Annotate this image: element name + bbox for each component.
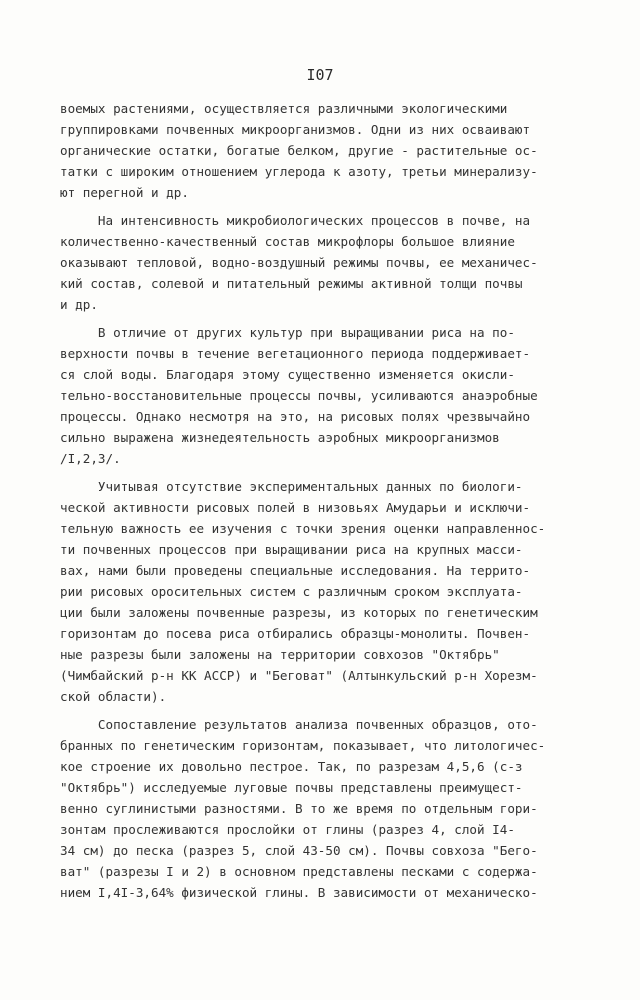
text-line: процессы. Однако несмотря на это, на рисовых полях чрезвычайно <box>60 409 531 424</box>
text-line: 34 см) до песка (разрез 5, слой 43-50 см). Почвы совхоза "Бего- <box>60 843 538 858</box>
paragraph-2 <box>60 210 600 315</box>
text-line: ческой активности рисовых полей в низовьях Амударьи и исключи- <box>60 500 531 515</box>
paragraph-3 <box>60 322 600 469</box>
text-line: рии рисовых оросительных систем с различным сроком эксплуата- <box>60 584 523 599</box>
page-number: I07 <box>306 66 334 84</box>
paragraph-gap <box>60 707 600 714</box>
text-line: ти почвенных процессов при выращивании риса на крупных масси- <box>60 542 523 557</box>
text-line: кое строение их довольно пестрое. Так, по разрезам 4,5,6 (с-з <box>60 759 523 774</box>
text-line: воемых растениями, осуществляется различными экологическими <box>60 101 508 116</box>
text-line: верхности почвы в течение вегетационного периода поддерживает- <box>60 346 531 361</box>
paragraph-gap <box>60 315 600 322</box>
text-line: Сопоставление результатов анализа почвенных образцов, ото- <box>60 717 538 732</box>
text-line: ные разрезы были заложены на территории совхозов "Октябрь" <box>60 647 500 662</box>
text-line: вах, нами были проведены специальные исследования. На террито- <box>60 563 531 578</box>
text-line: ют перегной и др. <box>60 185 189 200</box>
text-line: "Октябрь") исследуемые луговые почвы представлены преимущест- <box>60 780 523 795</box>
text-line: /I,2,3/. <box>60 451 121 466</box>
text-line: нием I,4I-3,64% физической глины. В зависимости от механическо- <box>60 885 538 900</box>
paragraph-4 <box>60 476 600 707</box>
text-line: На интенсивность микробиологических процессов в почве, на <box>60 213 531 228</box>
paragraph-1 <box>60 98 600 203</box>
text-line: горизонтам до посева риса отбирались образцы-монолиты. Почвен- <box>60 626 531 641</box>
text-line: бранных по генетическим горизонтам, показывает, что литологичес- <box>60 738 546 753</box>
text-line: тельную важность ее изучения с точки зрения оценки направленнос- <box>60 521 546 536</box>
text-line: группировками почвенных микроорганизмов. Одни из них осваивают <box>60 122 531 137</box>
text-line: ват" (разрезы I и 2) в основном представлены песками с содержа- <box>60 864 538 879</box>
text-line: количественно-качественный состав микрофлоры большое влияние <box>60 234 515 249</box>
text-line: ся слой воды. Благодаря этому существенно изменяется окисли- <box>60 367 515 382</box>
text-line: сильно выражена жизнедеятельность аэробных микроорганизмов <box>60 430 500 445</box>
text-line: ской области). <box>60 689 167 704</box>
body-text <box>60 98 600 903</box>
paragraph-gap <box>60 203 600 210</box>
text-line: В отличие от других культур при выращивании риса на по- <box>60 325 515 340</box>
text-line: оказывают тепловой, водно-воздушный режимы почвы, ее механичес- <box>60 255 538 270</box>
paragraph-5 <box>60 714 600 903</box>
text-line: и др. <box>60 297 98 312</box>
text-line: органические остатки, богатые белком, другие - растительные ос- <box>60 143 538 158</box>
text-line: кий состав, солевой и питательный режимы активной толщи почвы <box>60 276 523 291</box>
paragraph-gap <box>60 469 600 476</box>
text-line: ции были заложены почвенные разрезы, из которых по генетическим <box>60 605 538 620</box>
text-line: татки с широким отношением углерода к азоту, третьи минерализу- <box>60 164 538 179</box>
text-line: венно суглинистыми разностями. В то же время по отдельным гори- <box>60 801 538 816</box>
text-line: зонтам прослеживаются прослойки от глины (разрез 4, слой I4- <box>60 822 515 837</box>
text-line: Учитывая отсутствие экспериментальных данных по биологи- <box>60 479 523 494</box>
text-line: (Чимбайский р-н КК АССР) и "Беговат" (Алтынкульский р-н Хорезм- <box>60 668 538 683</box>
text-line: тельно-восстановительные процессы почвы, усиливаются анаэробные <box>60 388 538 403</box>
